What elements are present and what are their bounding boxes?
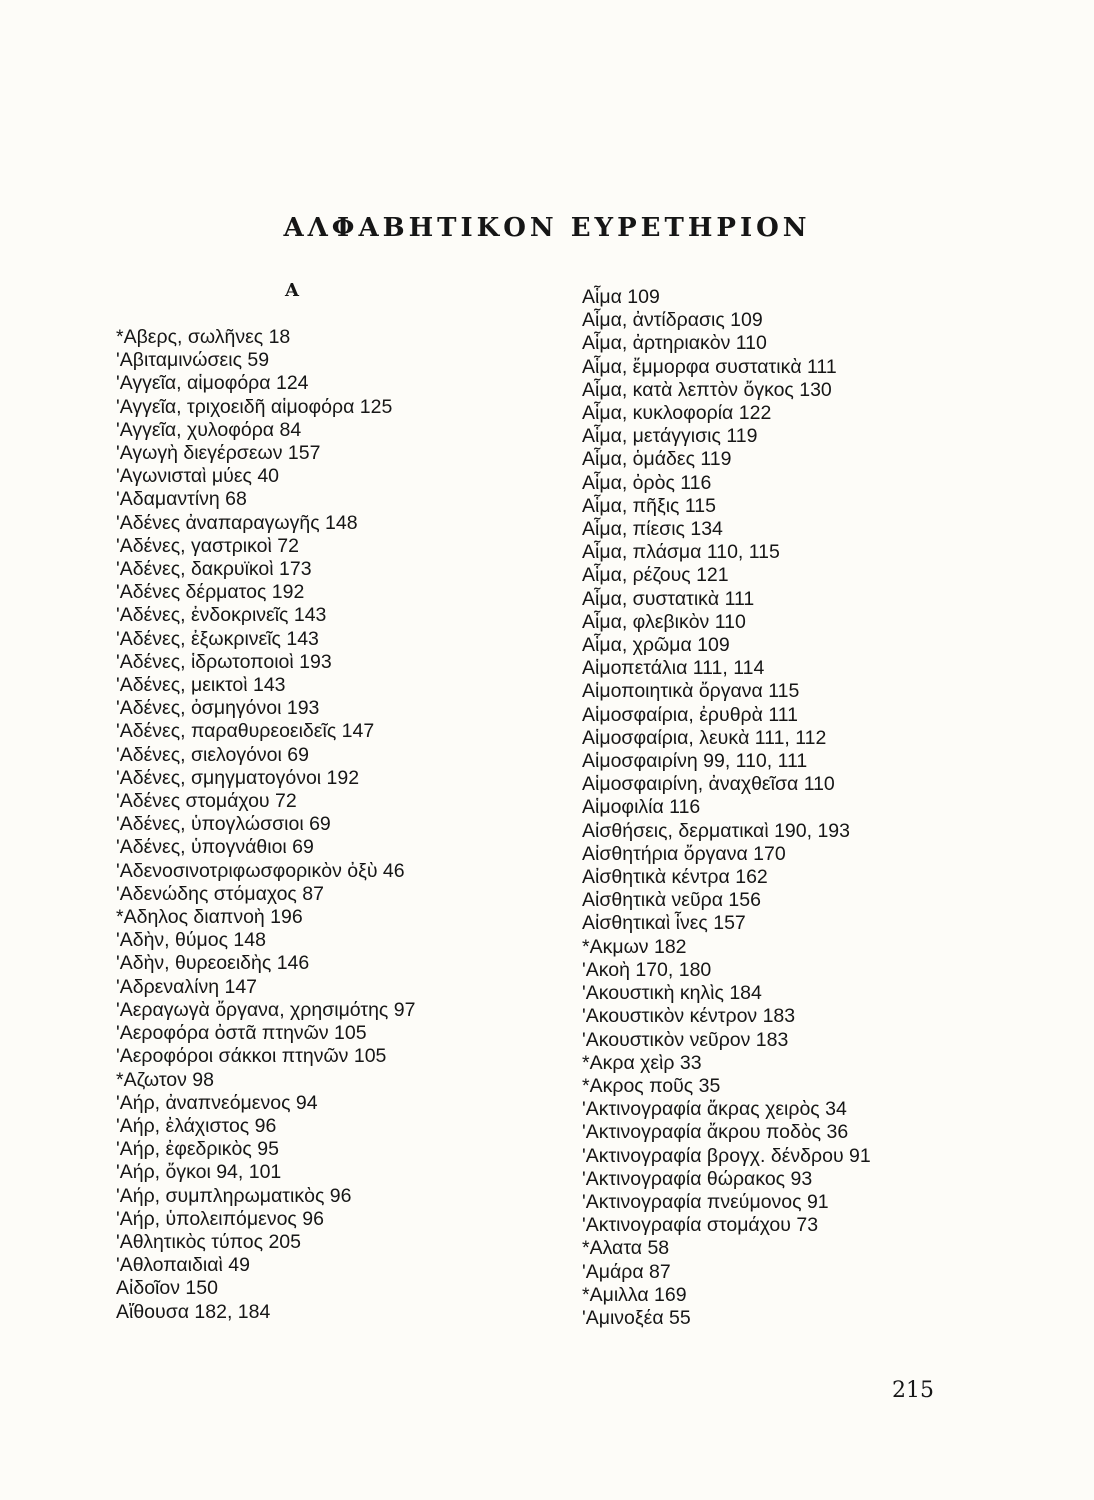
- index-entry: 'Αδὴν, θύμος 148: [116, 929, 266, 952]
- index-entry: 'Αήρ, ἐφεδρικὸς 95: [116, 1138, 279, 1161]
- index-entry: Αἰσθητικὰ κέντρα 162: [582, 866, 768, 889]
- index-entry: Αἷμα, ἀρτηριακὸν 110: [582, 332, 767, 355]
- index-entry: 'Αδένες, σιελογόνοι 69: [116, 743, 309, 766]
- index-entry: 'Αήρ, ὄγκοι 94, 101: [116, 1161, 282, 1184]
- index-entry: Αἷμα, πίεσις 134: [582, 518, 723, 541]
- index-entry: Αἴθουσα 182, 184: [116, 1300, 271, 1323]
- index-entry: Αἷμα, πλάσμα 110, 115: [582, 541, 780, 564]
- index-entry: Αἱμοσφαιρίνη, ἀναχθεῖσα 110: [582, 773, 835, 796]
- index-entry: 'Αδρεναλίνη 147: [116, 975, 258, 998]
- index-entry: Αἷμα, κατὰ λεπτὸν ὄγκος 130: [582, 378, 832, 401]
- index-entry: 'Αδένες, γαστρικοὶ 72: [116, 534, 299, 557]
- index-entry: Αἱμοποιητικὰ ὄργανα 115: [582, 680, 800, 703]
- index-entry: 'Αγωγὴ διεγέρσεων 157: [116, 442, 321, 465]
- index-entry: *Ακμων 182: [582, 935, 687, 958]
- index-entry: 'Ακτινογραφία ἄκρας χειρὸς 34: [582, 1098, 847, 1121]
- index-entry: Αἷμα, ὀρὸς 116: [582, 471, 712, 494]
- index-entry: 'Αδένες ἀναπαραγωγῆς 148: [116, 511, 358, 534]
- index-entry: 'Αδένες, ἐξωκρινεῖς 143: [116, 627, 319, 650]
- index-entry: Αἷμα, ὁμάδες 119: [582, 448, 732, 471]
- index-entry: 'Αδένες, ὀσμηγόνοι 193: [116, 697, 320, 720]
- index-entry: Αἱμοσφαίρια, ἐρυθρὰ 111: [582, 703, 798, 726]
- index-entry: 'Ακτινογραφία στομάχου 73: [582, 1214, 819, 1237]
- index-entry: *Αβερς, σωλῆνες 18: [116, 326, 291, 348]
- index-entry: *Ακρος ποῦς 35: [582, 1074, 721, 1097]
- index-entry: Αἷμα 109: [582, 286, 660, 308]
- index-entry: Αἱμοσφαίρια, λευκὰ 111, 112: [582, 726, 827, 749]
- index-entry: 'Αεραγωγὰ ὄργανα, χρησιμότης 97: [116, 998, 416, 1021]
- index-entry: *Αδηλος διαπνοὴ 196: [116, 906, 303, 929]
- index-entry: Αἱμοσφαιρίνη 99, 110, 111: [582, 750, 808, 773]
- index-entry: Αἱμοπετάλια 111, 114: [582, 657, 765, 680]
- index-entry: 'Αδένες, ὑπογνάθιοι 69: [116, 836, 314, 859]
- index-entry: 'Αεροφόρα ὀστᾶ πτηνῶν 105: [116, 1022, 367, 1045]
- index-entry: 'Αδενοσινοτριφωσφορικὸν ὀξὺ 46: [116, 859, 405, 882]
- index-entry: 'Αήρ, συμπληρωματικὸς 96: [116, 1184, 352, 1207]
- index-entry: 'Αεροφόροι σάκκοι πτηνῶν 105: [116, 1045, 387, 1068]
- index-entry: 'Ακτινογραφία ἄκρου ποδὸς 36: [582, 1121, 849, 1144]
- index-entry: 'Αθλοπαιδιαὶ 49: [116, 1254, 250, 1277]
- index-entry: 'Αμινοξέα 55: [582, 1306, 691, 1329]
- index-entry: Αἰσθητικὰ νεῦρα 156: [582, 889, 761, 912]
- index-entry: 'Αδένες δέρματος 192: [116, 581, 305, 604]
- index-entry: 'Αγγεῖα, αἱμοφόρα 124: [116, 372, 309, 395]
- index-entry: 'Αδένες, ὑπογλώσσιοι 69: [116, 813, 331, 836]
- index-entry: 'Αήρ, ἐλάχιστος 96: [116, 1114, 277, 1137]
- index-entry: Αἷμα, χρῶμα 109: [582, 634, 730, 657]
- index-entry: *Αμιλλα 169: [582, 1283, 687, 1306]
- index-entry: Αἰσθητικαὶ ἶνες 157: [582, 912, 746, 935]
- index-entry: Αἷμα, μετάγγισις 119: [582, 425, 758, 448]
- index-entry: Αἷμα, ρέζους 121: [582, 564, 729, 587]
- index-entry: *Αλατα 58: [582, 1237, 670, 1260]
- index-entry: 'Ακτινογραφία θώρακος 93: [582, 1167, 813, 1190]
- index-entry: 'Αδένες, σμηγματογόνοι 192: [116, 766, 360, 789]
- index-entry: Αἰδοῖον 150: [116, 1277, 218, 1300]
- index-entry: 'Αμάρα 87: [582, 1260, 671, 1283]
- index-entry: Αἰσθήσεις, δερματικαὶ 190, 193: [582, 819, 850, 842]
- index-entry: 'Ακτινογραφία βρογχ. δένδρου 91: [582, 1144, 871, 1167]
- index-entry: *Αζωτον 98: [116, 1068, 214, 1091]
- page-number: 215: [892, 1378, 934, 1403]
- index-entry: Αἱμοφιλία 116: [582, 796, 701, 819]
- index-entry: 'Αθλητικὸς τύπος 205: [116, 1230, 301, 1253]
- index-entry: Αἷμα, ἀντίδρασις 109: [582, 309, 763, 332]
- page-title: ΑΛΦΑΒΗΤΙΚΟΝ ΕΥΡΕΤΗΡΙΟΝ: [283, 213, 811, 243]
- index-entry: 'Αγωνισταὶ μύες 40: [116, 465, 280, 488]
- index-entry: 'Αδένες, δακρυϊκοὶ 173: [116, 558, 312, 581]
- index-entry: Αἷμα, ἔμμορφα συστατικὰ 111: [582, 355, 837, 378]
- index-entry: Αἷμα, συστατικὰ 111: [582, 587, 755, 610]
- index-entry: 'Αδενώδης στόμαχος 87: [116, 882, 324, 905]
- index-entry: 'Αδένες, παραθυρεοειδεῖς 147: [116, 720, 375, 743]
- index-entry: *Ακρα χεὶρ 33: [582, 1051, 702, 1074]
- index-entry: 'Αδένες, μεικτοὶ 143: [116, 674, 286, 697]
- index-entry: 'Αγγεῖα, τριχοειδῆ αἱμοφόρα 125: [116, 395, 393, 418]
- section-letter-heading: Α: [285, 280, 299, 301]
- index-entry: 'Αήρ, ἀναπνεόμενος 94: [116, 1091, 318, 1114]
- index-column-left: [116, 326, 415, 1324]
- index-entry: Αἷμα, πῆξις 115: [582, 494, 716, 517]
- index-entry: 'Ακοὴ 170, 180: [582, 958, 712, 981]
- index-entry: 'Ακτινογραφία πνεύμονος 91: [582, 1190, 829, 1213]
- index-entry: 'Αδένες, ἱδρωτοποιοὶ 193: [116, 650, 332, 673]
- index-entry: 'Αβιταμινώσεις 59: [116, 349, 270, 372]
- index-entry: Αἰσθητήρια ὄργανα 170: [582, 842, 786, 865]
- index-entry: 'Αγγεῖα, χυλοφόρα 84: [116, 418, 302, 441]
- index-entry: 'Αδαμαντίνη 68: [116, 488, 247, 511]
- index-column-right: [582, 286, 871, 1330]
- index-entry: 'Ακουστικὴ κηλὶς 184: [582, 982, 762, 1005]
- index-entry: 'Ακουστικὸν νεῦρον 183: [582, 1028, 789, 1051]
- index-entry: 'Αδὴν, θυρεοειδὴς 146: [116, 952, 310, 975]
- index-entry: 'Ακουστικὸν κέντρον 183: [582, 1005, 796, 1028]
- index-entry: 'Αδένες στομάχου 72: [116, 790, 297, 813]
- index-entry: Αἷμα, κυκλοφορία 122: [582, 402, 772, 425]
- index-entry: Αἷμα, φλεβικὸν 110: [582, 610, 746, 633]
- index-entry: 'Αδένες, ἐνδοκρινεῖς 143: [116, 604, 327, 627]
- index-entry: 'Αήρ, ὑπολειπόμενος 96: [116, 1207, 324, 1230]
